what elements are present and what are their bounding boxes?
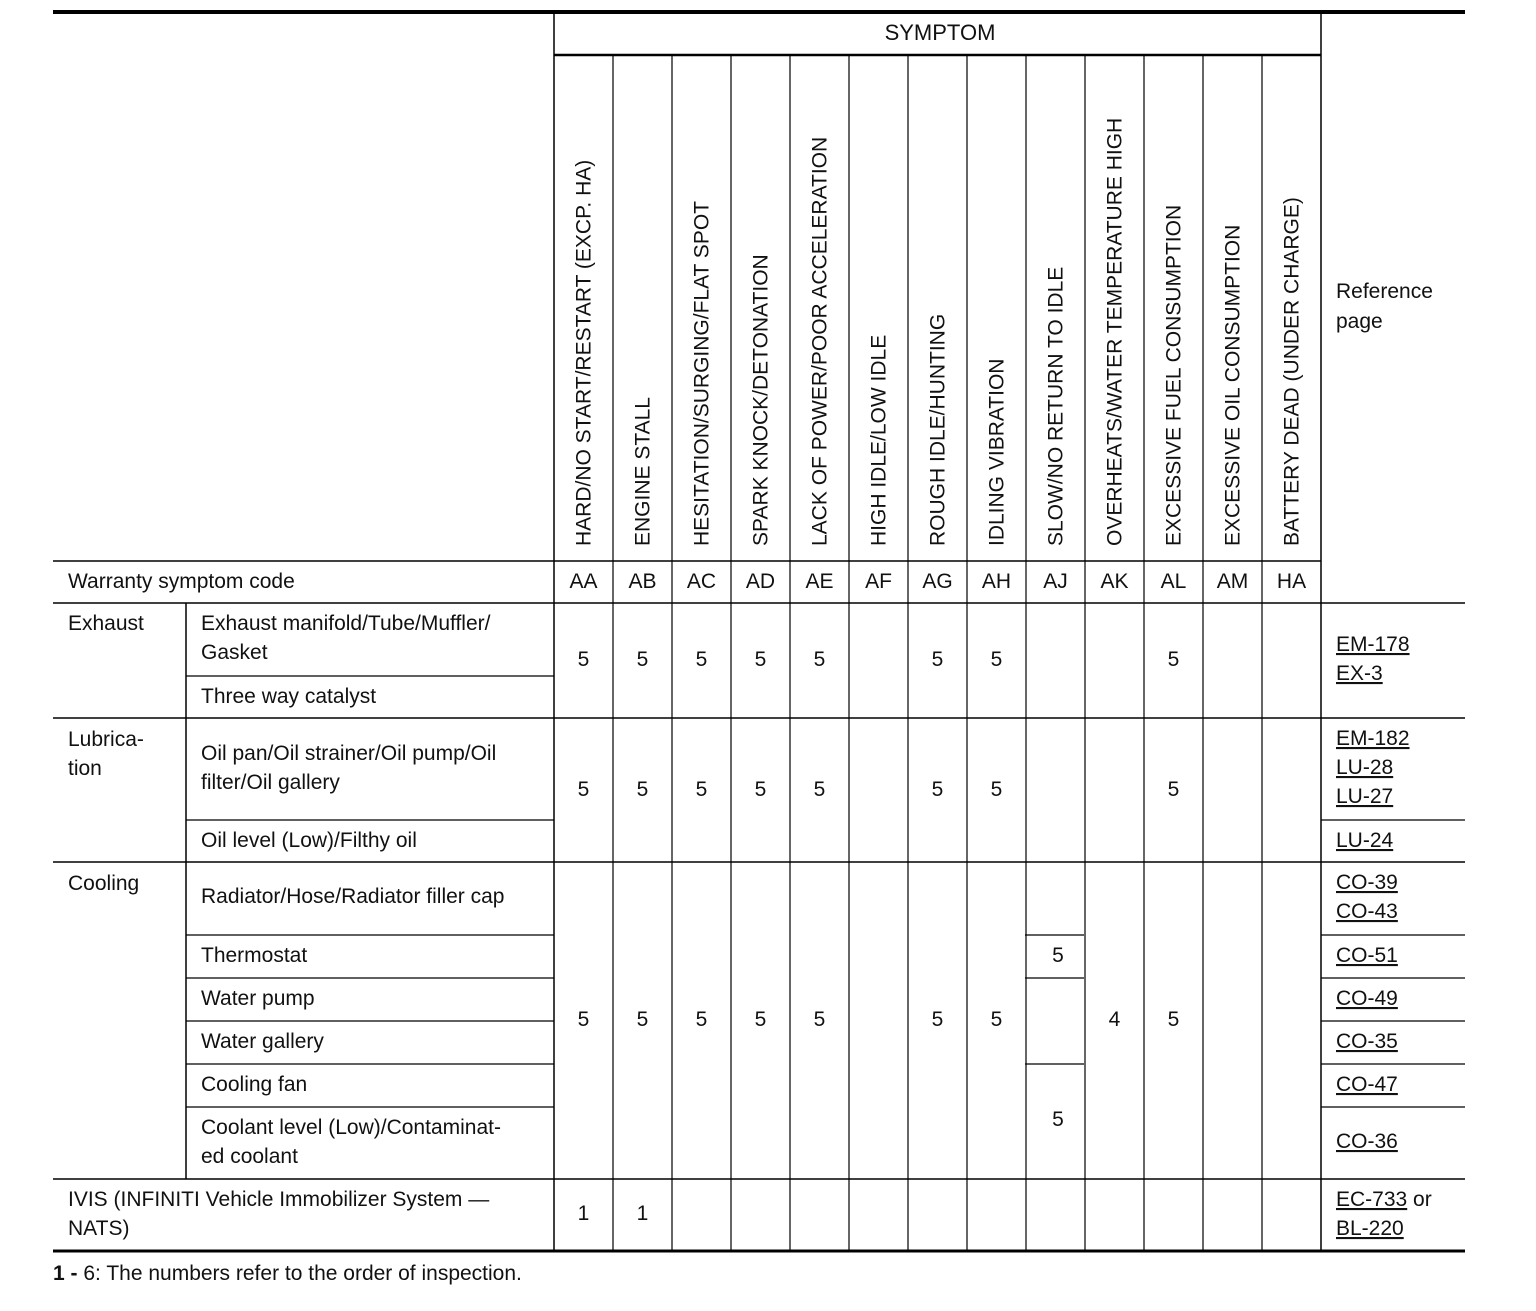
exhaust-value-ac: 5 [695,648,708,671]
ref-ec-733[interactable]: EC-733 [1336,1188,1408,1211]
ref-ex-3[interactable]: EX-3 [1336,662,1383,685]
code-aa: AA [569,570,598,593]
ref-link-ex-3[interactable] [1336,662,1383,685]
item-exhaust-manifold-line2: Gasket [201,641,268,664]
symptom-overheats-water-temperature-high: OVERHEATS/WATER TEMPERATURE HIGH [1103,117,1127,546]
ref-lu-24[interactable]: LU-24 [1336,829,1394,852]
group-ivis-label-line1: IVIS (INFINITI Vehicle Immobilizer System — [68,1188,490,1211]
ref-co-47[interactable]: CO-47 [1336,1073,1398,1096]
reference-header-line1: Reference [1336,280,1433,303]
symptom-hard-no-start-restart-excp-ha: HARD/NO START/RESTART (EXCP. HA) [572,159,596,546]
warranty-code-row [569,570,1306,593]
item-oil-pan-line2: filter/Oil gallery [201,771,340,794]
ref-em-182[interactable]: EM-182 [1336,727,1410,750]
symptom-slow-no-return-to-idle: SLOW/NO RETURN TO IDLE [1044,266,1068,546]
lubrication-value-ac: 5 [695,778,708,801]
exhaust-value-ab: 5 [636,648,649,671]
cooling-value-ag: 5 [931,1008,944,1031]
ref-co-49[interactable]: CO-49 [1336,987,1398,1010]
item-radiator: Radiator/Hose/Radiator filler cap [201,885,505,908]
symptom-idling-vibration: IDLING VIBRATION [985,358,1009,546]
ref-link-co-51[interactable] [1336,944,1398,967]
ref-link-bl-220[interactable] [1336,1217,1404,1240]
item-thermostat: Thermostat [201,944,308,967]
ref-link-lu-27[interactable] [1336,785,1393,808]
exhaust-value-ah: 5 [990,648,1003,671]
lubrication-value-aa: 5 [577,778,590,801]
item-oil-pan-line1: Oil pan/Oil strainer/Oil pump/Oil [201,742,497,765]
cooling-value-ad: 5 [754,1008,767,1031]
exhaust-value-ag: 5 [931,648,944,671]
item-coolant-level-line1: Coolant level (Low)/Contaminat- [201,1116,501,1139]
code-am: AM [1216,570,1249,593]
ref-link-co-35[interactable] [1336,1030,1398,1053]
group-ivis-label-line2: NATS) [68,1217,130,1240]
warranty-code-label: Warranty symptom code [68,570,295,593]
footnote-text: 6: The numbers refer to the order of inspection. [77,1262,522,1285]
lubrication-value-ah: 5 [990,778,1003,801]
lubrication-value-ad: 5 [754,778,767,801]
cooling-aj-fan-value: 5 [1052,1108,1064,1131]
code-al: AL [1160,570,1187,593]
symptom-header: SYMPTOM [884,20,996,45]
symptom-lack-of-power-poor-acceleration: LACK OF POWER/POOR ACCELERATION [808,136,832,546]
ref-lu-28[interactable]: LU-28 [1336,756,1394,779]
ref-link-co-49[interactable] [1336,987,1398,1010]
lubrication-value-al: 5 [1167,778,1180,801]
exhaust-values-row [578,648,1180,671]
ref-link-lu-28[interactable] [1336,756,1393,779]
symptom-excessive-oil-consumption: EXCESSIVE OIL CONSUMPTION [1221,224,1245,546]
cooling-value-ae: 5 [813,1008,826,1031]
code-ad: AD [745,570,776,593]
cooling-value-aa: 5 [577,1008,590,1031]
ref-link-em-182[interactable] [1336,727,1410,750]
group-exhaust-label: Exhaust [68,612,144,635]
symptom-spark-knock-detonation: SPARK KNOCK/DETONATION [749,254,773,546]
lubrication-value-ag: 5 [931,778,944,801]
footnote-bold: 1 - [53,1262,78,1285]
code-af: AF [865,570,892,593]
ref-lu-27[interactable]: LU-27 [1336,785,1394,808]
ref-co-51[interactable]: CO-51 [1336,944,1398,967]
symptom-engine-stall: ENGINE STALL [631,397,655,546]
item-exhaust-manifold-line1: Exhaust manifold/Tube/Muffler/ [201,612,491,635]
ref-co-43[interactable]: CO-43 [1336,900,1398,923]
code-ac: AC [686,570,717,593]
ref-em-178[interactable]: EM-178 [1336,633,1410,656]
symptom-battery-dead-under-charge: BATTERY DEAD (UNDER CHARGE) [1280,197,1304,546]
symptom-high-idle-low-idle: HIGH IDLE/LOW IDLE [867,334,891,546]
item-water-gallery: Water gallery [201,1030,324,1053]
code-ag: AG [922,570,953,593]
ref-co-35[interactable]: CO-35 [1336,1030,1398,1053]
group-lubrication-label-line2: tion [68,757,102,780]
cooling-aj-thermostat-value: 5 [1052,944,1064,967]
exhaust-value-al: 5 [1167,648,1180,671]
ivis-value-ab: 1 [636,1202,649,1225]
item-coolant-level-line2: ed coolant [201,1145,298,1168]
code-ha: HA [1276,570,1307,593]
group-lubrication-label-line1: Lubrica- [68,728,144,751]
ref-bl-220[interactable]: BL-220 [1336,1217,1404,1240]
ref-link-co-39[interactable] [1336,871,1398,894]
reference-header-line2: page [1336,310,1383,333]
cooling-value-ab: 5 [636,1008,649,1031]
symptom-rough-idle-hunting: ROUGH IDLE/HUNTING [926,313,950,546]
item-three-way-catalyst: Three way catalyst [201,685,377,708]
ref-link-co-47[interactable] [1336,1073,1398,1096]
cooling-value-al: 5 [1167,1008,1180,1031]
ref-link-co-43[interactable] [1336,900,1398,923]
lubrication-value-ae: 5 [813,778,826,801]
cooling-values-row [578,1008,1180,1031]
code-ab: AB [628,570,657,593]
ref-link-lu-24[interactable] [1336,829,1394,852]
lubrication-values-row [578,778,1180,801]
exhaust-value-ae: 5 [813,648,826,671]
ref-ec-733-line [1336,1188,1432,1211]
cooling-value-ah: 5 [990,1008,1003,1031]
exhaust-value-ad: 5 [754,648,767,671]
group-cooling-label: Cooling [68,872,140,895]
code-ak: AK [1100,570,1129,593]
code-ah: AH [981,570,1012,593]
cooling-value-ak: 4 [1108,1008,1121,1031]
ref-link-co-36[interactable] [1336,1130,1398,1153]
item-water-pump: Water pump [201,987,315,1010]
code-aj: AJ [1043,570,1068,593]
symptom-name-headers [573,118,1304,546]
item-cooling-fan: Cooling fan [201,1073,308,1096]
cooling-value-ac: 5 [695,1008,708,1031]
item-oil-level: Oil level (Low)/Filthy oil [201,829,417,852]
footnote [53,1262,522,1285]
ref-or-text: or [1407,1188,1432,1211]
code-ae: AE [805,570,834,593]
ref-co-39[interactable]: CO-39 [1336,871,1398,894]
lubrication-value-ab: 5 [636,778,649,801]
ivis-value-aa: 1 [577,1202,590,1225]
symptom-excessive-fuel-consumption: EXCESSIVE FUEL CONSUMPTION [1162,204,1186,546]
ref-co-36[interactable]: CO-36 [1336,1130,1398,1153]
symptom-hesitation-surging-flat-spot: HESITATION/SURGING/FLAT SPOT [690,201,714,546]
ref-link-em-178[interactable] [1336,633,1410,656]
exhaust-value-aa: 5 [577,648,590,671]
